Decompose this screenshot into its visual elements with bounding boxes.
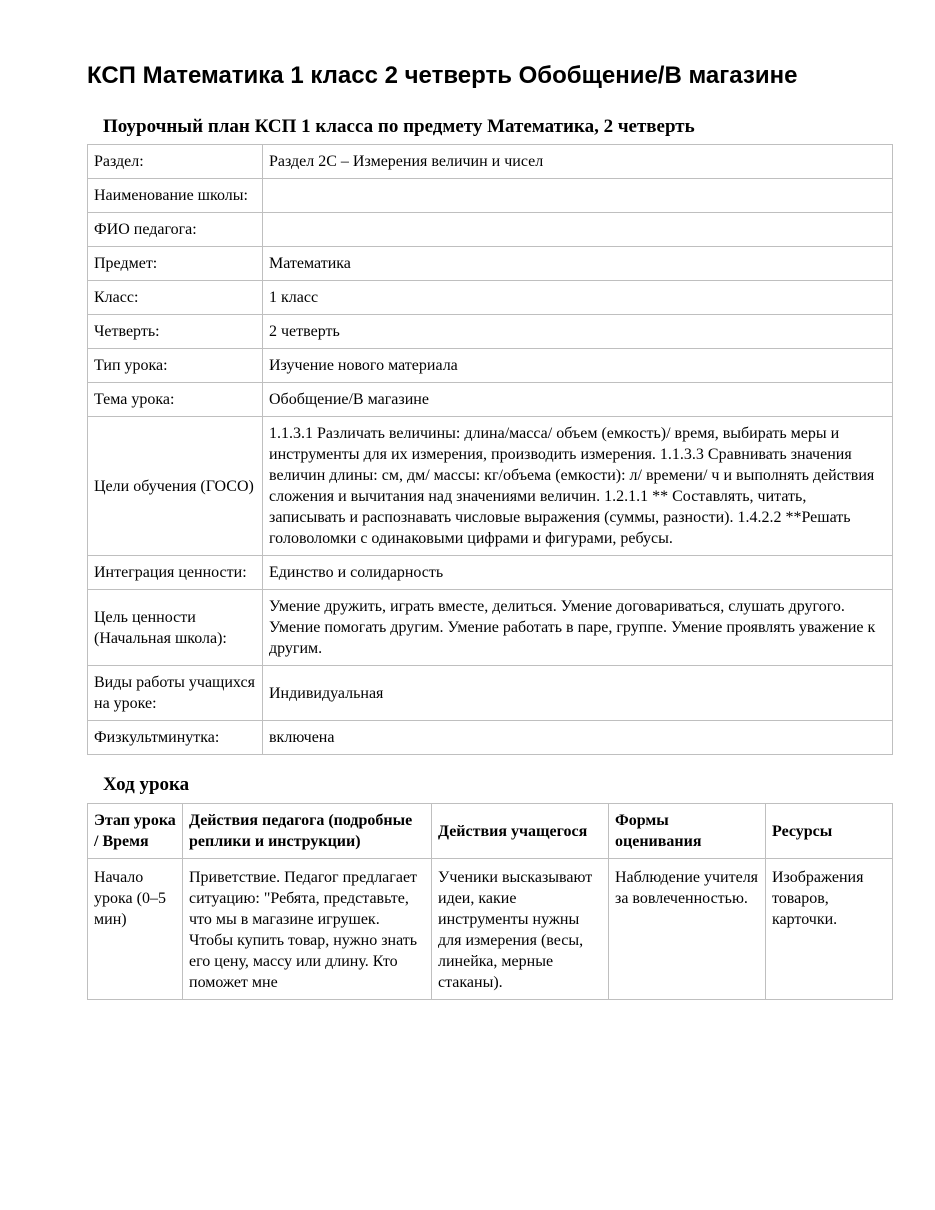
info-value: включена [263,721,893,755]
cell-resources: Изображения товаров, карточки. [766,859,893,1000]
info-label: Предмет: [88,247,263,281]
info-value: 2 четверть [263,315,893,349]
info-row-value-goal [88,590,893,666]
info-row-value-integration [88,556,893,590]
info-row-exercise-break [88,721,893,755]
info-value [263,179,893,213]
info-row-lesson-type [88,349,893,383]
info-value: 1 класс [263,281,893,315]
document-page [87,0,893,1000]
table-header-row [88,804,893,859]
info-row-subject [88,247,893,281]
document-title: КСП Математика 1 класс 2 четверть Обобщение/В магазине [87,62,798,89]
lesson-course-table [87,803,893,1000]
table-row [88,859,893,1000]
info-label: Наименование школы: [88,179,263,213]
info-label: Класс: [88,281,263,315]
column-header-stage: Этап урока / Время [88,804,183,859]
cell-assessment: Наблюдение учителя за вовлеченностью. [609,859,766,1000]
info-label: Тип урока: [88,349,263,383]
info-label: Цель ценности (Начальная школа): [88,590,263,666]
column-header-student-actions: Действия учащегося [432,804,609,859]
info-label: Виды работы учащихся на уроке: [88,666,263,721]
info-label: Физкультминутка: [88,721,263,755]
column-header-resources: Ресурсы [766,804,893,859]
info-value: Индивидуальная [263,666,893,721]
cell-stage: Начало урока (0–5 мин) [88,859,183,1000]
column-header-teacher-actions: Действия педагога (подробные реплики и инструкции) [183,804,432,859]
info-label: Интеграция ценности: [88,556,263,590]
info-value: 1.1.3.1 Различать величины: длина/масса/ объем (емкость)/ время, выбирать меры и инструменты для их измерения, производить измерения. 1.1.3.3 Сравнивать значения величин длины: см, дм/ массы: кг/объема (емкости): л/ времени/ ч и выполнять действия сложения и вычитания над значениями величин. 1.2.1.1 ** Составлять, читать, записывать и распознавать числовые выражения (суммы, разности). 1.4.2.2 **Решать головоломки с одинаковыми цифрами и фигурами, ребусы. [263,417,893,556]
info-label: Четверть: [88,315,263,349]
course-heading: Ход урока [103,774,190,795]
info-label: Раздел: [88,145,263,179]
info-value [263,213,893,247]
info-value: Раздел 2С – Измерения величин и чисел [263,145,893,179]
info-row-work-types [88,666,893,721]
info-label: Цели обучения (ГОСО) [88,417,263,556]
lesson-info-table [87,144,893,755]
info-value: Изучение нового материала [263,349,893,383]
info-row-school [88,179,893,213]
info-value: Единство и солидарность [263,556,893,590]
plan-heading: Поурочный план КСП 1 класса по предмету Математика, 2 четверть [103,116,695,137]
info-value: Умение дружить, играть вместе, делиться. Умение договариваться, слушать другого. Умение помогать другим. Умение работать в паре, группе. Умение проявлять уважение к другим. [263,590,893,666]
info-label: Тема урока: [88,383,263,417]
info-row-grade [88,281,893,315]
info-row-topic [88,383,893,417]
info-row-teacher [88,213,893,247]
info-value: Обобщение/В магазине [263,383,893,417]
info-row-quarter [88,315,893,349]
cell-student-actions: Ученики высказывают идеи, какие инструменты нужны для измерения (весы, линейка, мерные стаканы). [432,859,609,1000]
column-header-assessment: Формы оценивания [609,804,766,859]
info-label: ФИО педагога: [88,213,263,247]
cell-teacher-actions: Приветствие. Педагог предлагает ситуацию: "Ребята, представьте, что мы в магазине игрушек. Чтобы купить товар, нужно знать его цену, массу или длину. Кто поможет мне [183,859,432,1000]
info-row-section [88,145,893,179]
info-value: Математика [263,247,893,281]
info-row-learning-goals [88,417,893,556]
